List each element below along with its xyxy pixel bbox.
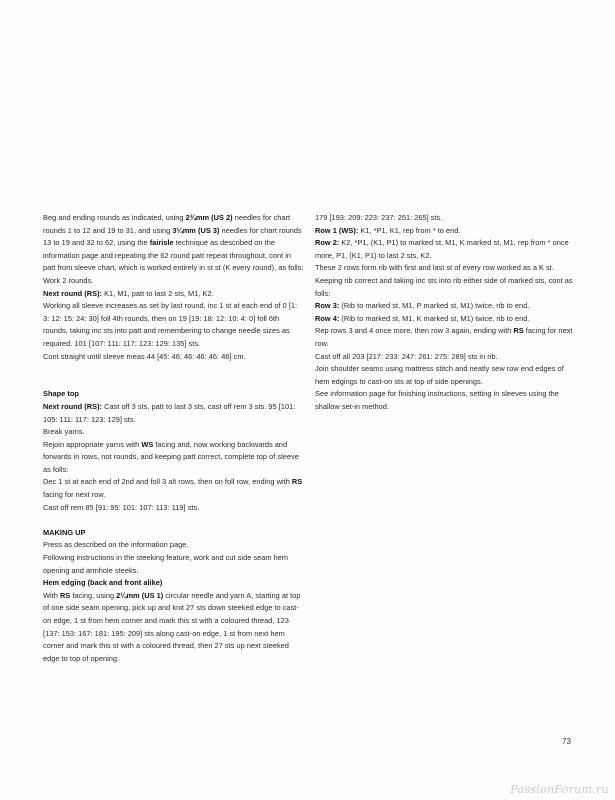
rejoin-paragraph: Rejoin appropriate yarns with WS facing and, now working backwards and forwards in rows, not rounds, and keeping patt correct, complete top of sleeve as folls: (43, 439, 299, 474)
keeping-rib-paragraph: Keeping rib correct and taking inc sts into rib either side of marked sts, cont as folls: (315, 275, 573, 298)
watermark-text: PassionForum.ru (510, 783, 609, 796)
increase-paragraph: Working all sleeve increases as set by last round, inc 1 st at each end of 0 [1: 3: 12: 15: 24: 30] foll 4th rounds, then on 19 [19: 18: 12: 10: 4: 0] foll 6th rounds, taking inc sts into patt and remembering to change needle sizes as required. 101 [107: 111: 117: 123: 129: 135] sts. (43, 301, 298, 348)
right-column (315, 212, 577, 414)
shape-top-heading: Shape top (43, 389, 79, 399)
join-seams-paragraph: Join shoulder seams using mattress stitch and neatly sew row end edges of hem edgings to cast-on sts at top of side openings. (315, 364, 564, 386)
stitch-count-line: 179 [193: 209: 223: 237: 251: 265] sts. (315, 213, 443, 222)
cont-straight-line: Cont straight until sleeve meas 44 [45: 46: 46: 46: 46: 46] cm. (43, 351, 246, 361)
finishing-paragraph: See information page for finishing instructions, setting in sleeves using the shallow set-in method. (315, 389, 559, 411)
page-number: 73 (562, 737, 571, 746)
break-yarns-line: Break yarns. (43, 427, 85, 437)
row-2-paragraph: Row 2: K2, *P1, (K1, P1) to marked st, M1, K marked st, M1, rep from * once more, P1, (K1, P1) to last 2 sts, K2. (315, 238, 569, 260)
next-round-line: Next round (RS): K1, M1, patt to last 2 sts, M1, K2. (43, 288, 214, 298)
row-1-line: Row 1 (WS): K1, *P1, K1, rep from * to end. (315, 225, 461, 235)
hem-edging-heading: Hem edging (back and front alike) (43, 578, 163, 588)
dec-paragraph: Dec 1 st at each end of 2nd and foll 3 alt rows, then on foll row, ending with RS facing for next row. (43, 477, 303, 500)
making-up-heading: MAKING UP (43, 527, 86, 537)
repeat-rows-paragraph: Rep rows 3 and 4 once more, then row 3 again, ending with RS facing for next row. (315, 326, 573, 348)
cast-off-rem-line: Cast off rem 85 [91: 95: 101: 107: 113: 119] sts. (43, 502, 200, 512)
chart-instructions-paragraph: Beg and ending rounds as indicated, using 2¾mm (US 2) needles for chart rounds 1 to 12 and 19 to 31, and using 3¼mm (US 3) needles for chart rounds 13 to 19 and 32 to 62, using the fairisle technique as described on the information page and repeating the 62 round patt repeat throughout, cont in patt from sleeve chart, which is worked entirely in st st (K every round), as folls: (43, 213, 304, 273)
hem-edging-paragraph: With RS facing, using 2¼mm (US 1) circular needle and yarn A, starting at top of one side seam opening, pick up and knit 27 sts down steeked edge to cast-on edge, 1 st from hem corner and mark this st with a coloured thread, 123 [137: 153: 167: 181: 195: 209] sts along cast-on edge, 1 st from next hem corner and mark this st with a coloured thread, then 27 sts up next steeked edge to top of opening. (43, 590, 301, 663)
next-round-cast-off-line: Next round (RS): Cast off 3 sts, patt to last 3 sts, cast off rem 3 sts. 95 [101: 105: 111: 117: 123: 129] sts. (43, 401, 296, 424)
row-4-line: Row 4: (Rib to marked st, M1, K marked st, M1) twice, rib to end. (315, 313, 530, 323)
press-line: Press as described on the information page. (43, 540, 189, 550)
rib-form-paragraph: These 2 rows form rib with first and last st of every row worked as a K st. (315, 263, 554, 273)
work-rounds-line: Work 2 rounds. (43, 275, 94, 285)
row-3-line: Row 3: (Rib to marked st, M1, P marked st, M1) twice, rib to end. (315, 301, 530, 311)
steeking-paragraph: Following instructions in the steeking feature, work and cut side seam hem opening and armhole steeks. (43, 553, 289, 575)
left-column (43, 212, 305, 665)
cast-off-rib-line: Cast off all 203 [217: 233: 247: 261: 275: 289] sts in rib. (315, 351, 498, 361)
